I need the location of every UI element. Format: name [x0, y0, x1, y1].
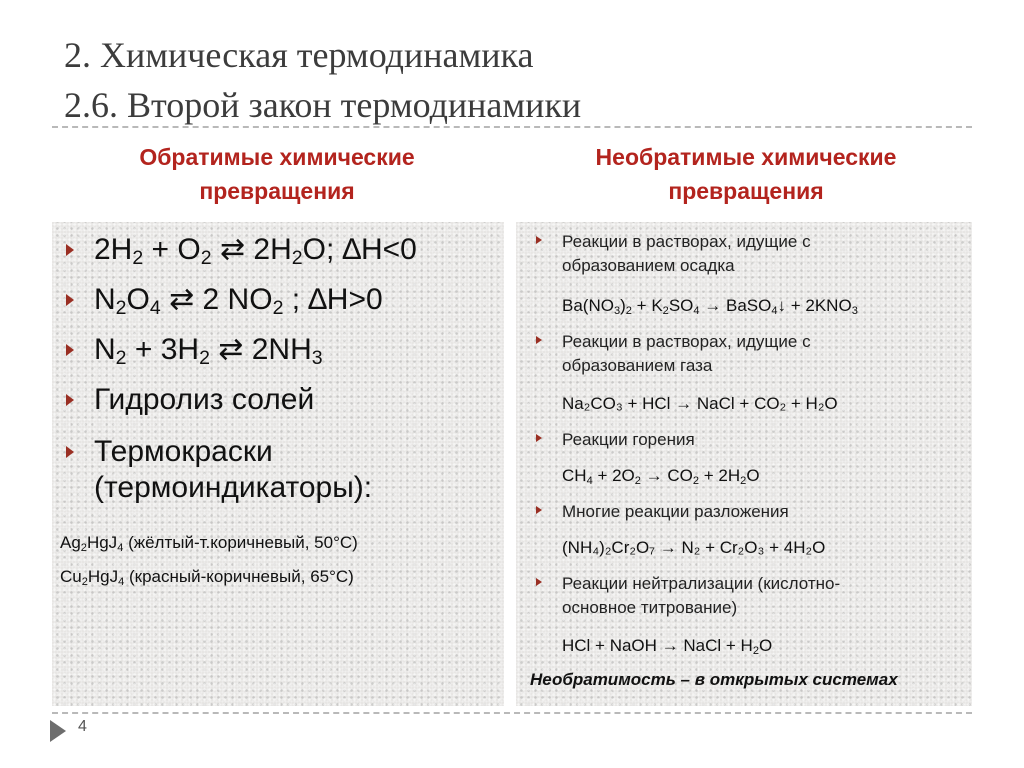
right-heading-line-2: превращения: [668, 178, 824, 204]
title-divider: [52, 126, 972, 128]
title-line-2: 2.6. Второй закон термодинамики: [64, 85, 582, 125]
list-item: Реакции горения: [562, 428, 962, 452]
reaction-equation: HCl + NaOH → NaCl + $H_2O$: [562, 636, 773, 657]
footer-divider: [52, 712, 972, 714]
triangle-bullet-icon: [536, 236, 542, 244]
triangle-bullet-icon: [536, 578, 542, 586]
left-panel: [52, 222, 504, 706]
triangle-bullet-icon: [66, 244, 74, 256]
reaction-equation: (NH₄)₂Cr₂O₇ → N₂ + Cr₂O₃ + 4H₂O: [562, 538, 826, 557]
reaction-text: $2H_2 + O_2$ ⇄ $2H_2O$; ∆H<0: [94, 233, 417, 269]
left-heading-line-2: превращения: [199, 178, 355, 204]
reaction-text: $N_2O_4$ ⇄ 2 $NO_2$ ; ∆H>0: [94, 283, 383, 319]
right-heading-line-1: Необратимые химические: [595, 144, 897, 170]
slide-title: [64, 30, 964, 130]
reaction-text: $N_2 + 3H_2$ ⇄ $2NH_3$: [94, 333, 323, 369]
left-column-heading: [56, 140, 498, 208]
left-heading-line-1: Обратимые химические: [139, 144, 415, 170]
list-item: Реакции в растворах, идущие с образованием газа: [562, 330, 962, 378]
list-item-text: Термокраски (термоиндикаторы):: [94, 435, 373, 504]
list-item: Реакции в растворах, идущие с образованием осадка: [562, 230, 962, 278]
triangle-bullet-icon: [66, 294, 74, 306]
triangle-bullet-icon: [536, 434, 542, 442]
triangle-bullet-icon: [536, 336, 542, 344]
page-number: 4: [78, 718, 87, 735]
list-item: Многие реакции разложения: [562, 500, 962, 524]
right-column-heading: [520, 140, 972, 208]
triangle-bullet-icon: [66, 446, 74, 458]
play-arrow-icon: [50, 720, 66, 742]
triangle-bullet-icon: [536, 506, 542, 514]
list-item: Реакции нейтрализации (кислотно- основное титрование): [562, 572, 962, 620]
reaction-equation: $CH_4 + 2O_2 \to CO_2 + 2H_2O$: [562, 466, 760, 487]
thermo-paint-note: $Cu_2HgJ_4$ (красный-коричневый, 65°C): [60, 567, 354, 588]
thermo-paint-note: $Ag_2HgJ_4$ (жёлтый-т.коричневый, 50°C): [60, 533, 358, 554]
triangle-bullet-icon: [66, 344, 74, 356]
irreversibility-note: Необратимость – в открытых системах: [530, 670, 898, 689]
reaction-equation: $Ba(NO_3)_2 + K_2SO_4$ → BaSO$_4$↓ + $2KNO_3$: [562, 296, 858, 317]
reaction-equation: Na₂CO₃ + HCl → NaCl + CO₂ + H₂O: [562, 394, 838, 413]
triangle-bullet-icon: [66, 394, 74, 406]
title-line-1: 2. Химическая термодинамика: [64, 35, 534, 75]
list-item-text: Гидролиз солей: [94, 383, 315, 416]
right-panel: [516, 222, 972, 706]
